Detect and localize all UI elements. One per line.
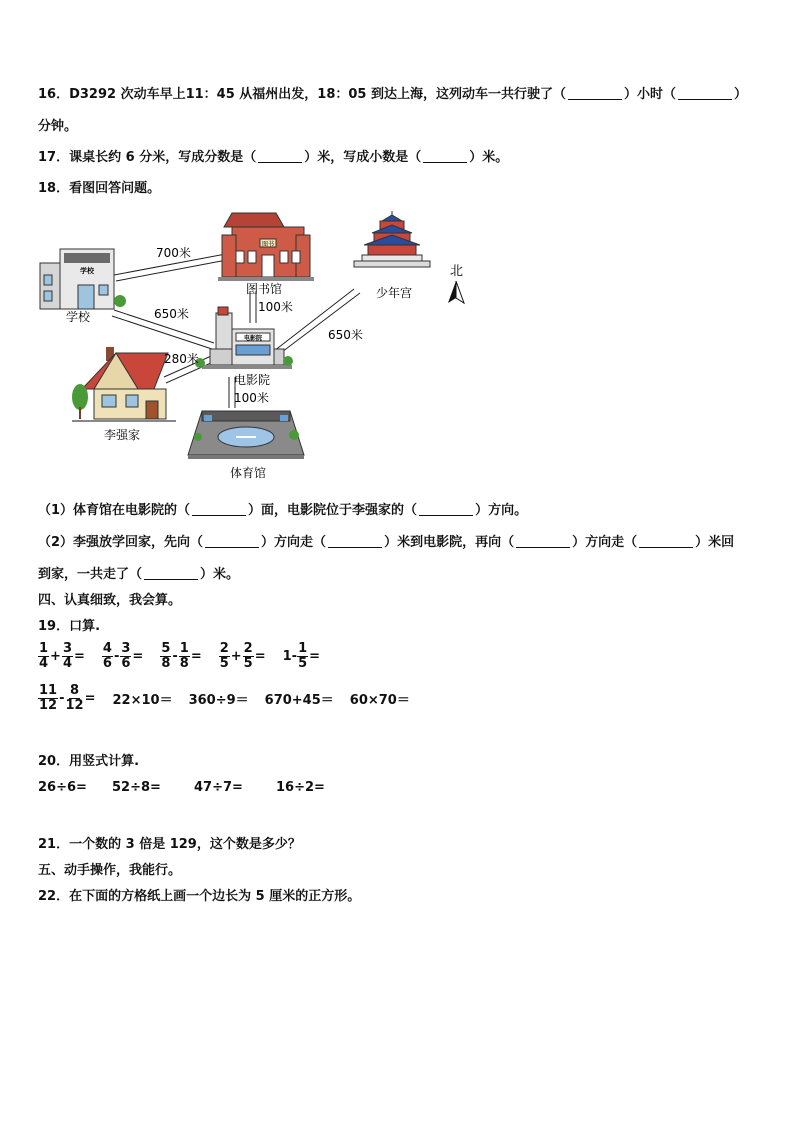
q20-number: 20． [38,754,70,769]
q19-expr-10: 60×70＝ [349,693,410,708]
frac-num: 2 [243,641,253,656]
q16-blank-hours[interactable] [568,87,622,100]
section-4-heading [38,589,181,608]
q19-expr-1 [38,642,86,671]
q16-line2 [38,115,77,134]
q18-sub1-blank-1[interactable] [192,503,246,516]
q18-sub2-blank-4[interactable] [639,535,693,548]
q17-text-a: 课桌长约 6 分米，写成分数是（ [69,150,257,165]
school-sign: 学校 [80,267,94,275]
q22-number: 22． [38,889,70,904]
frac-den: 6 [121,656,131,671]
frac-den: 12 [39,698,58,713]
q18-sub2-blank-3[interactable] [516,535,570,548]
stadium-building [188,411,304,459]
home-label: 李强家 [104,428,141,442]
q20-expr-4: 16÷2= [276,780,325,795]
q18-sub1 [38,499,527,518]
library-sign: 图书 [261,241,275,248]
q17-text-b: ）米，写成小数是（ [304,150,422,165]
operator: - [59,691,65,706]
operator: - [172,649,178,664]
q22-line [38,885,360,904]
q18-sub2-blank-1[interactable] [205,535,259,548]
operator: + [50,649,61,664]
school-label: 学校 [66,310,91,324]
q18-sub2-line2 [38,563,239,582]
q16-text-c: ） [734,87,748,102]
youth-palace-label: 少年宫 [376,286,413,300]
distance-home-cinema: 280米 [164,352,199,366]
q22-text: 在下面的方格纸上画一个边长为 5 厘米的正方形。 [69,889,361,904]
q19-title: 口算. [69,619,101,634]
frac-den: 4 [39,656,49,671]
q19-expr-6 [38,684,97,713]
distance-school-cinema: 650米 [154,307,189,321]
direction-map [36,205,486,485]
q18-sub2-blank-2[interactable] [328,535,382,548]
equals: = [132,649,144,664]
frac-num: 2 [219,641,229,656]
q16-text-b: ）小时（ [624,87,677,102]
q18-sub2-text-d: ）方向走（ [572,535,638,550]
q19-title-line [38,615,100,634]
north-label: 北 [450,264,464,279]
frac-num: 11 [39,683,58,698]
q16-text-d: 分钟。 [38,119,78,134]
equals: = [254,649,266,664]
whole-number: 1- [282,649,298,664]
distance-palace-cinema: 650米 [328,328,363,342]
frac-num: 1 [39,641,49,656]
operator: - [113,649,120,664]
school-building [40,249,126,309]
equals: = [190,649,202,664]
q19-expr-5 [283,642,321,671]
frac-num: 1 [179,641,189,656]
frac-num: 3 [121,641,131,656]
q19-expr-9: 670+45＝ [264,693,334,708]
frac-den: 8 [179,656,189,671]
frac-den: 5 [219,656,229,671]
q20-expressions [38,780,325,795]
frac-den: 5 [298,656,308,671]
q18-sub2-text-f: 到家，一共走了（ [38,567,143,582]
q17-line [38,146,508,165]
q19-expr-8: 360÷9＝ [188,693,249,708]
q20-title-line [38,750,139,769]
q19-expr-7: 22×10＝ [112,693,173,708]
q19-expr-2 [102,642,144,671]
q19-expr-4 [219,642,267,671]
q17-text-c: ）米。 [469,150,509,165]
cinema-sign: 电影院 [243,335,263,342]
library-label: 图书馆 [246,282,283,296]
q20-title: 用竖式计算. [69,754,140,769]
q18-sub1-blank-2[interactable] [419,503,473,516]
cinema-label: 电影院 [234,373,271,387]
equals: = [74,649,85,664]
q18-title: 看图回答问题。 [69,181,161,196]
frac-num: 1 [298,641,308,656]
q18-number: 18． [38,181,70,196]
section-5-heading [38,859,181,878]
frac-num: 3 [62,641,72,656]
cinema-building [195,307,293,369]
q16-blank-minutes[interactable] [678,87,732,100]
section-4-title: 四、认真细致，我会算。 [38,593,182,608]
q21-text: 一个数的 3 倍是 129，这个数是多少？ [69,837,301,852]
q20-expr-3: 47÷7= [194,780,243,795]
q18-sub2-text-g: ）米。 [200,567,240,582]
home-building [72,347,176,421]
operator: + [230,649,242,664]
q18-sub2-blank-5[interactable] [144,567,198,580]
q19-number: 19． [38,619,70,634]
q18-sub2-text-c: ）米到电影院，再向（ [384,535,515,550]
q17-number: 17． [38,150,70,165]
frac-den: 6 [102,656,112,671]
q18-title-line [38,177,160,196]
q20-expr-2: 52÷8= [112,780,161,795]
q16-text: D3292 次动车早上11：45 从福州出发，18：05 到达上海，这列动车一共行驶了（ [69,87,567,102]
frac-den: 5 [243,656,253,671]
distance-cinema-stadium: 100米 [234,391,269,405]
equals: = [84,691,96,706]
q18-sub2-line1 [38,531,734,550]
frac-den: 12 [65,698,84,713]
q21-line [38,833,301,852]
q20-expr-1: 26÷6= [38,780,87,795]
frac-num: 5 [161,641,171,656]
youth-palace-building [354,211,430,267]
frac-num: 4 [102,641,112,656]
q21-number: 21． [38,837,70,852]
q18-sub1-text-b: ）面，电影院位于李强家的（ [248,503,418,518]
q19-row1 [38,642,337,671]
q18-sub2-text-b: ）方向走（ [261,535,327,550]
frac-den: 8 [161,656,171,671]
q16-line1 [38,83,747,102]
section-5-title: 五、动手操作，我能行。 [38,863,182,878]
frac-den: 4 [62,656,72,671]
q19-expr-3 [160,642,202,671]
library-building [218,213,314,281]
distance-school-library: 700米 [156,246,191,260]
stadium-label: 体育馆 [230,466,267,480]
north-arrow-icon [448,281,464,303]
q18-sub1-text-a: （1）体育馆在电影院的（ [38,503,191,518]
q18-sub2-text-e: ）米回 [695,535,735,550]
q18-sub1-text-c: ）方向。 [475,503,528,518]
equals: = [309,649,321,664]
q18-sub2-text-a: （2）李强放学回家，先向（ [38,535,204,550]
q17-blank-fraction[interactable] [258,150,302,163]
distance-library-cinema: 100米 [258,300,293,314]
q16-number: 16． [38,87,70,102]
q17-blank-decimal[interactable] [423,150,467,163]
q19-row2 [38,684,426,713]
frac-num: 8 [70,683,80,698]
